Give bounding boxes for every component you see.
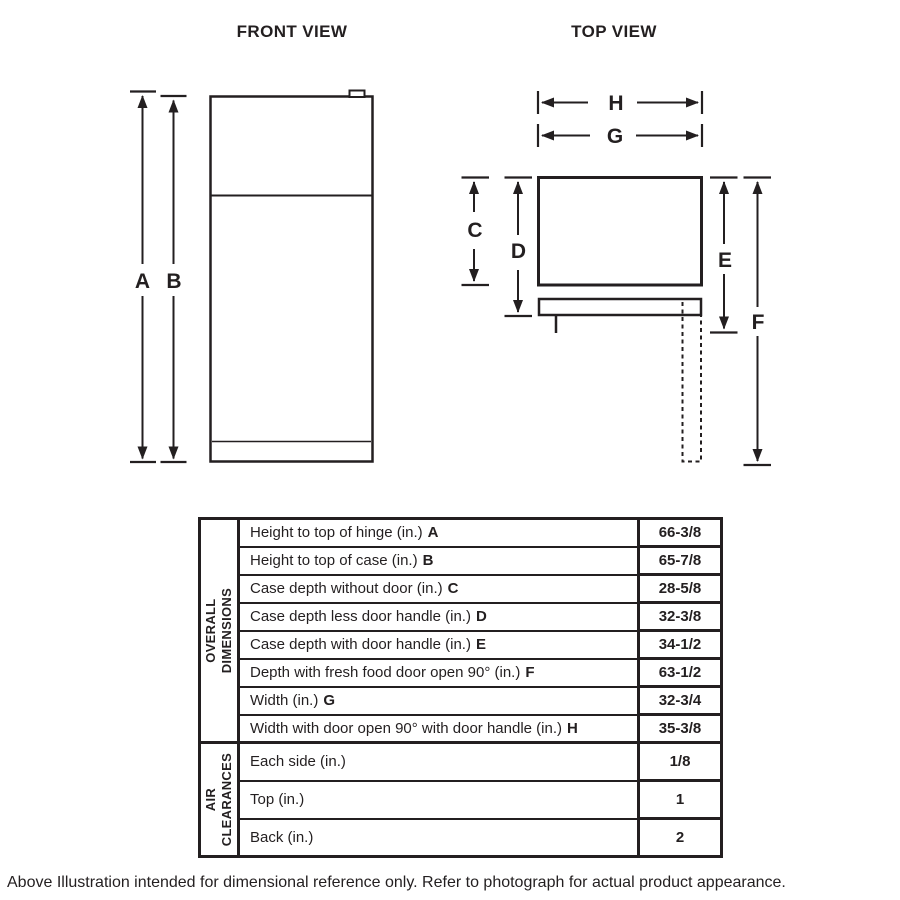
- spec-label-cell: [239, 659, 639, 687]
- spec-value: 35-3/8: [639, 715, 722, 743]
- spec-label: Back (in.): [250, 828, 314, 846]
- spec-label: Height to top of hinge (in.): [250, 524, 423, 542]
- spec-label: Case depth without door (in.): [250, 580, 443, 597]
- spec-value: 2: [639, 819, 722, 857]
- spec-label-cell: [239, 687, 639, 715]
- top-view-title: TOP VIEW: [571, 22, 657, 41]
- dimension-a-label: A: [134, 270, 151, 293]
- front-view-title: FRONT VIEW: [236, 22, 348, 41]
- spec-letter: C: [447, 580, 459, 597]
- spec-letter: A: [427, 524, 439, 542]
- door-top-rect: [539, 299, 701, 315]
- spec-letter: E: [475, 636, 486, 653]
- table-row: [200, 715, 722, 743]
- dimension-g-label: G: [606, 125, 624, 148]
- spec-value: 65-7/8: [639, 547, 722, 575]
- door-open-90-dashed-outline: [683, 302, 702, 462]
- table-row: [200, 547, 722, 575]
- spec-letter: B: [422, 552, 434, 569]
- dimension-f-label: F: [751, 311, 765, 334]
- top-view: [462, 22, 772, 465]
- refrigerator-front-outline: [211, 91, 373, 462]
- dimension-d-label: D: [510, 240, 527, 263]
- spec-value: 1: [639, 781, 722, 819]
- table-row: [200, 743, 722, 781]
- table-row: [200, 659, 722, 687]
- spec-value: 34-1/2: [639, 631, 722, 659]
- dimension-f: [744, 178, 772, 466]
- table-row: [200, 781, 722, 819]
- table-row: [200, 519, 722, 547]
- table-row: [200, 687, 722, 715]
- spec-label-cell: [239, 631, 639, 659]
- refrigerator-top-outline: [539, 178, 702, 462]
- dimension-a: [130, 92, 156, 463]
- spec-label: Width (in.): [250, 692, 319, 709]
- spec-letter: F: [525, 664, 535, 681]
- table-row: [200, 819, 722, 857]
- dimension-g: [538, 124, 702, 148]
- footer-note: Above Illustration intended for dimensional reference only. Refer to photograph for actual product appearance.: [7, 874, 786, 891]
- spec-label: Width with door open 90° with door handle (in.): [250, 719, 563, 737]
- spec-letter: H: [567, 719, 578, 737]
- spec-letter: G: [323, 692, 336, 709]
- spec-label-cell: [239, 743, 639, 781]
- spec-label-cell: [239, 575, 639, 603]
- spec-table: [198, 517, 723, 858]
- spec-value: 28-5/8: [639, 575, 722, 603]
- spec-value: 66-3/8: [639, 519, 722, 547]
- dimension-e-label: E: [717, 249, 733, 272]
- spec-label: Case depth with door handle (in.): [250, 636, 471, 653]
- spec-value: 63-1/2: [639, 659, 722, 687]
- spec-label-cell: [239, 819, 639, 857]
- spec-letter: D: [475, 608, 487, 625]
- case-top-rect: [539, 178, 702, 286]
- spec-value: 32-3/4: [639, 687, 722, 715]
- dimension-c-label: C: [467, 219, 483, 242]
- spec-label-cell: [239, 547, 639, 575]
- table-row: [200, 575, 722, 603]
- dimension-h: [538, 91, 702, 115]
- overall-header-line1: OVERALL: [203, 598, 219, 663]
- front-view: [130, 22, 373, 462]
- overall-header-line2: DIMENSIONS: [219, 587, 234, 674]
- dimension-b: [161, 96, 187, 462]
- spec-label-cell: [239, 519, 639, 547]
- table-row: [200, 631, 722, 659]
- spec-table-container: [198, 517, 723, 858]
- spec-label: Height to top of case (in.): [250, 552, 418, 569]
- spec-label-cell: [239, 781, 639, 819]
- spec-label-cell: [239, 715, 639, 743]
- table-row: [200, 603, 722, 631]
- overall-dimensions-header: [200, 519, 239, 743]
- dimension-e: [710, 178, 738, 333]
- hinge-tab: [350, 91, 365, 98]
- spec-label: Case depth less door handle (in.): [250, 608, 471, 625]
- dimension-h-label: H: [608, 92, 624, 115]
- spec-label: Each side (in.): [250, 753, 346, 771]
- spec-label: Top (in.): [250, 791, 305, 808]
- spec-label-cell: [239, 603, 639, 631]
- dimension-c: [462, 178, 490, 286]
- air-header-line1: AIR: [203, 787, 219, 812]
- spec-value: 1/8: [639, 743, 722, 781]
- air-header-line2: CLEARANCES: [219, 752, 235, 847]
- spec-label: Depth with fresh food door open 90° (in.): [250, 664, 521, 681]
- spec-value: 32-3/8: [639, 603, 722, 631]
- dimension-b-label: B: [166, 270, 182, 293]
- air-clearances-header: [200, 743, 239, 857]
- dimension-d: [505, 178, 533, 317]
